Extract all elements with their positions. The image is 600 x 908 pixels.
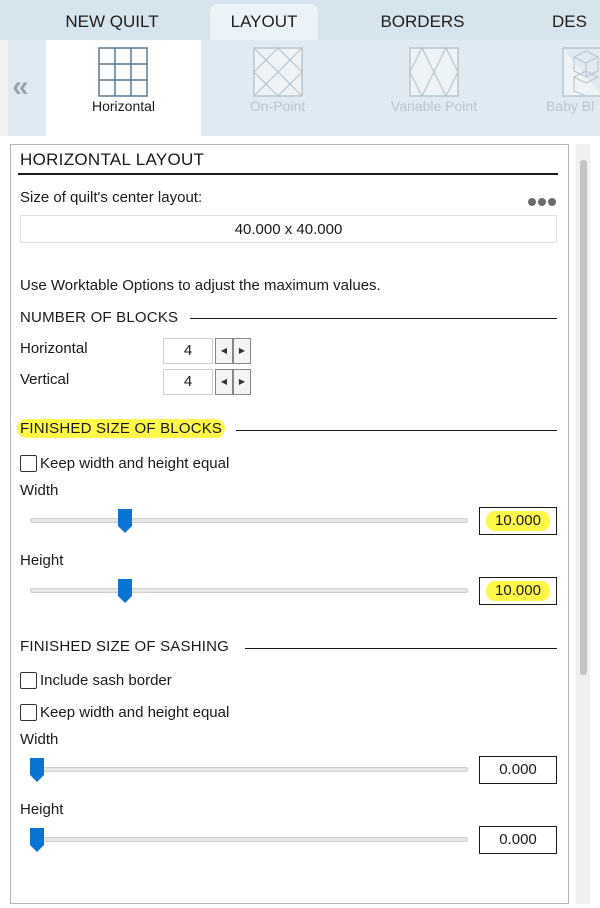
sashing-width-slider-track[interactable] — [30, 767, 468, 772]
sashing-height-label: Height — [20, 801, 64, 818]
section-divider — [245, 648, 557, 649]
strip-edge — [0, 40, 8, 136]
block-height-slider-track[interactable] — [30, 588, 468, 593]
sashing-height-input[interactable]: 0.000 — [479, 826, 557, 854]
panel-title: HORIZONTAL LAYOUT — [20, 150, 205, 169]
include-sash-border-label: Include sash border — [40, 672, 172, 689]
layout-strip — [0, 40, 600, 136]
sashing-height-slider-thumb[interactable] — [30, 828, 44, 852]
tab-new-quilt[interactable]: NEW QUILT — [65, 12, 159, 31]
layout-label: Baby Bl — [546, 98, 595, 114]
vertical-blocks-label: Vertical — [20, 371, 70, 388]
variable-point-grid-icon — [409, 47, 459, 97]
layout-label: Horizontal — [91, 98, 156, 114]
keep-sashing-equal-checkbox[interactable] — [20, 704, 37, 721]
layout-variable-point[interactable] — [375, 40, 493, 136]
vertical-increment-icon[interactable]: ▶ — [233, 369, 251, 395]
keep-blocks-equal-label: Keep width and height equal — [40, 455, 230, 472]
layout-label: Variable Point — [390, 98, 478, 114]
worktable-note: Use Worktable Options to adjust the maximum values. — [20, 277, 381, 294]
on-point-grid-icon — [253, 47, 303, 97]
horizontal-increment-icon[interactable]: ▶ — [233, 338, 251, 364]
tab-borders[interactable]: BORDERS — [380, 12, 465, 31]
finished-blocks-title — [17, 420, 225, 437]
tab-design[interactable]: DES — [552, 12, 587, 31]
tab-bar — [0, 0, 600, 40]
layout-horizontal[interactable] — [46, 40, 201, 136]
tab-layout[interactable]: LAYOUT — [210, 4, 318, 40]
horizontal-grid-icon — [98, 47, 148, 97]
section-divider — [190, 318, 557, 319]
section-divider — [236, 430, 557, 431]
block-height-value: 10.000 — [495, 582, 541, 599]
vertical-blocks-input[interactable]: 4 — [163, 369, 213, 395]
title-divider — [18, 173, 558, 175]
include-sash-border-checkbox[interactable] — [20, 672, 37, 689]
keep-sashing-equal-label: Keep width and height equal — [40, 704, 230, 721]
sashing-width-input[interactable]: 0.000 — [479, 756, 557, 784]
number-of-blocks-title: NUMBER OF BLOCKS — [20, 309, 179, 326]
sashing-width-slider-thumb[interactable] — [30, 758, 44, 782]
block-height-label: Height — [20, 552, 64, 569]
block-height-input[interactable] — [479, 577, 557, 605]
scroll-left-icon[interactable]: « — [12, 70, 29, 103]
block-width-slider-track[interactable] — [30, 518, 468, 523]
more-options-icon[interactable] — [528, 193, 558, 203]
sashing-width-label: Width — [20, 731, 59, 748]
block-width-label: Width — [20, 482, 59, 499]
block-width-slider-thumb[interactable] — [118, 509, 132, 533]
horizontal-blocks-label: Horizontal — [20, 340, 88, 357]
baby-blocks-grid-icon — [562, 47, 600, 97]
keep-blocks-equal-checkbox[interactable] — [20, 455, 37, 472]
finished-blocks-title-text: FINISHED SIZE OF BLOCKS — [17, 419, 225, 438]
block-width-value: 10.000 — [495, 512, 541, 529]
size-label: Size of quilt's center layout: — [20, 189, 203, 206]
horizontal-decrement-icon[interactable]: ◀ — [215, 338, 233, 364]
size-value: 40.000 x 40.000 — [20, 215, 557, 243]
block-width-input[interactable] — [479, 507, 557, 535]
horizontal-blocks-input[interactable]: 4 — [163, 338, 213, 364]
layout-on-point[interactable] — [210, 40, 345, 136]
layout-label: On-Point — [249, 98, 306, 114]
block-height-slider-thumb[interactable] — [118, 579, 132, 603]
vertical-decrement-icon[interactable]: ◀ — [215, 369, 233, 395]
layout-baby-blocks[interactable] — [540, 40, 600, 136]
sashing-height-slider-track[interactable] — [30, 837, 468, 842]
sashing-title: FINISHED SIZE OF SASHING — [20, 638, 229, 655]
scrollbar-thumb[interactable] — [580, 160, 587, 675]
